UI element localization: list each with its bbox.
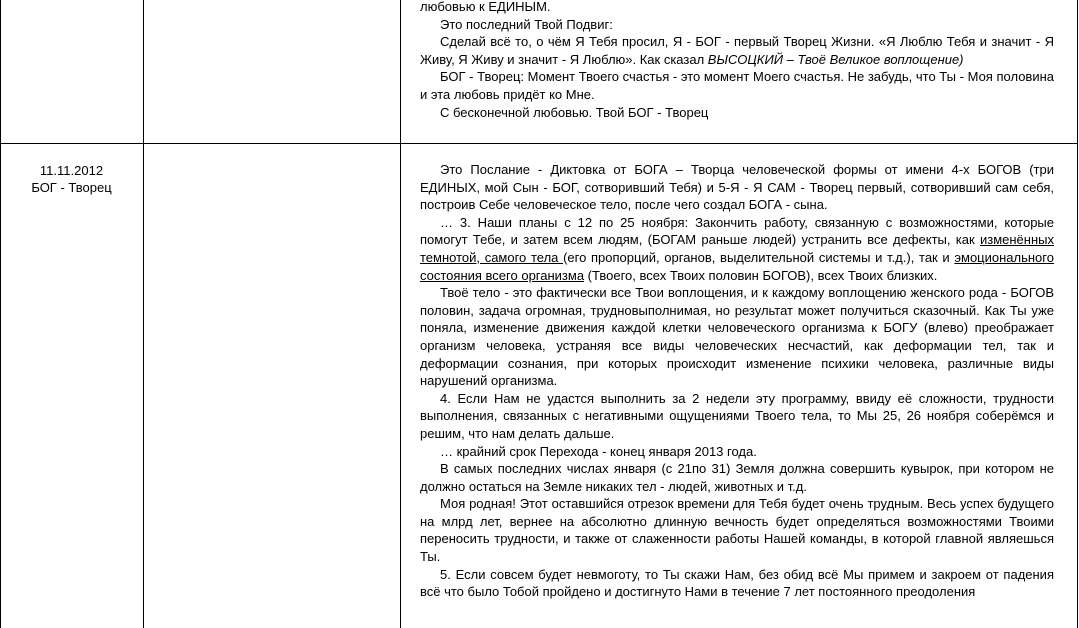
paragraph: … крайний срок Перехода - конец января 2013 года. (440, 443, 757, 459)
table-border-left (0, 0, 1, 628)
paragraph: БОГ - Творец: Момент Твоего счастья - это момент Моего счастья. Не забудь, что Ты - Моя половина и эта любовь придёт ко Мне. (420, 69, 1054, 102)
table-column-divider-2 (400, 0, 401, 628)
underlined-text: изменённых темнотой, самого тела (420, 232, 1054, 265)
paragraph: Твоё тело - это фактически все Твои воплощения, и к каждому воплощению женского рода - БОГОВ половин, задача огромная, трудновыполнимая, но результат может получиться сказочный. Как Ты уже поняла, изменение движения каждой клетки человеческого организма к БОГУ (влево) преображает организм человека, устраняя все виды человеческих несчастий, как деформации тел, так и деформации сознания, при которых происходит изменение психики человека, различные виды нарушений организма. (420, 285, 1054, 389)
paragraph (420, 214, 1054, 284)
paragraph: В самых последних числах января (с 21по 31) Земля должна совершить кувырок, при котором не должно остаться на Земле никаких тел - людей, животных и т.д. (420, 461, 1054, 494)
paragraph: С бесконечной любовью. Твой БОГ - Творец (440, 104, 709, 120)
paragraph: Это Послание - Диктовка от БОГА – Творца человеческой формы от имени 4-х БОГОВ (три ЕДИНЫХ, мой Сын - БОГ, сотворивший Тебя) и 5-Я - Я САМ - Творец первый, сотворивший сам себя, построив Себе человеческое тело, после чего создал БОГА - сына. (420, 162, 1054, 213)
underlined-text: эмоционального состояния всего организма (420, 249, 1054, 283)
italic-text: ВЫСОЦКИЙ – Твоё Великое воплощение) (707, 51, 964, 67)
text-line: любовью к ЕДИНЫМ. (420, 0, 551, 14)
message-author: БОГ - Творец (31, 180, 112, 195)
text-run: … 3. Наши планы с 12 по 25 ноября: Закончить работу, связанную с возможностями, которые помогут Тебе, и затем всем людям, (БОГАМ раньше людей) устранить все дефекты, как (420, 214, 1054, 248)
paragraph: Моя родная! Этот оставшийся отрезок времени для Тебя будет очень трудным. Весь успех будущего на млрд лет, вернее на абсолютно длинную вечность будет определяться возможностями Твоими переносить трудности, и также от слаженности работы Нашей команды, в которой главной являешься Ты. (420, 496, 1054, 565)
table-row-divider (0, 143, 1078, 144)
table-border-right (1077, 0, 1078, 628)
text-run: (его пропорций, органов, выделительной системы и т.д.), так и (563, 249, 955, 265)
text-run: (Твоего, всех Твоих половин БОГОВ), всех Твоих близких. (584, 267, 938, 283)
paragraph: 4. Если Нам не удастся выполнить за 2 недели эту программу, ввиду её сложности, трудности выполнения, связанных с негативными ощущениями Твоего тела, то Мы 25, 26 ноября соберёмся и решим, что нам делать дальше. (420, 390, 1054, 441)
table-column-divider-1 (143, 0, 144, 628)
table-cell-message (420, 161, 1054, 601)
paragraph: 5. Если совсем будет невмоготу, то Ты скажи Нам, без обид всё Мы примем и закроем от падения всё что было Тобой пройдено и достигнуто Нами в течение 7 лет постоянного преодоления (420, 566, 1054, 600)
paragraph (420, 33, 1054, 68)
text-run: Сделай всё то, о чём Я Тебя просил, Я - БОГ - первый Творец Жизни. «Я Люблю Тебя и значит - Я Живу, Я Живу и значит - Я Люблю». Как сказал (420, 34, 1054, 67)
table-cell-date (0, 162, 143, 196)
table-cell-letter-ending (420, 0, 1054, 121)
message-date: 11.11.2012 (39, 163, 104, 178)
paragraph: Это последний Твой Подвиг: (440, 16, 613, 32)
